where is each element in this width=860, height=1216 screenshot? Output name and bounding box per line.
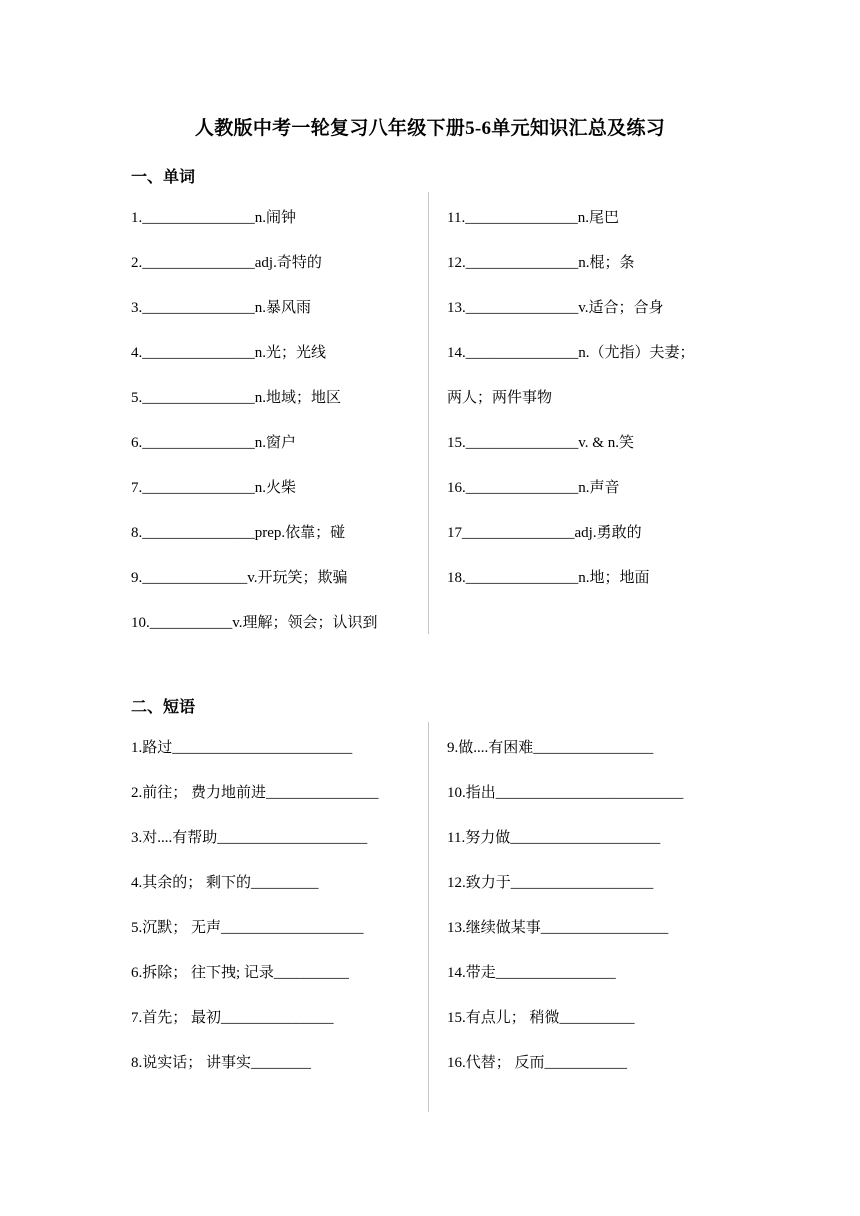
phrase-item: 11.努力做____________________ <box>447 830 661 846</box>
phrase-item: 6.拆除； 往下拽; 记录__________ <box>131 965 349 981</box>
word-item: 9.______________v.开玩笑；欺骗 <box>131 570 348 586</box>
word-item: 2._______________adj.奇特的 <box>131 255 322 271</box>
word-item: 17_______________adj.勇敢的 <box>447 525 642 541</box>
word-item: 16._______________n.声音 <box>447 480 620 496</box>
document-title: 人教版中考一轮复习八年级下册5-6单元知识汇总及练习 <box>194 118 666 139</box>
column-divider <box>428 192 429 634</box>
word-item: 10.___________v.理解；领会；认识到 <box>131 615 378 631</box>
word-item: 15._______________v. & n.笑 <box>447 435 634 451</box>
phrase-item: 1.路过________________________ <box>131 740 353 756</box>
column-divider <box>428 722 429 1112</box>
word-item: 1._______________n.闹钟 <box>131 210 297 226</box>
word-item-continuation: 两人；两件事物 <box>447 390 553 406</box>
phrase-item: 8.说实话； 讲事实________ <box>131 1055 312 1071</box>
phrase-item: 5.沉默； 无声___________________ <box>131 920 364 936</box>
phrase-item: 13.继续做某事_________________ <box>447 920 669 936</box>
word-item: 13._______________v.适合；合身 <box>447 300 664 316</box>
word-item: 12._______________n.棍；条 <box>447 255 635 271</box>
phrase-item: 14.带走________________ <box>447 965 616 981</box>
word-item: 5._______________n.地域；地区 <box>131 390 342 406</box>
word-item: 6._______________n.窗户 <box>131 435 297 451</box>
word-item: 8._______________prep.依靠；碰 <box>131 525 346 541</box>
phrase-item: 10.指出_________________________ <box>447 785 684 801</box>
word-item: 4._______________n.光；光线 <box>131 345 327 361</box>
phrase-item: 7.首先； 最初_______________ <box>131 1010 334 1026</box>
phrase-item: 2.前往； 费力地前进_______________ <box>131 785 379 801</box>
phrase-item: 3.对....有帮助____________________ <box>131 830 368 846</box>
phrase-item: 9.做....有困难________________ <box>447 740 654 756</box>
phrase-item: 16.代替； 反而___________ <box>447 1055 628 1071</box>
word-item: 3._______________n.暴风雨 <box>131 300 312 316</box>
word-item: 14._______________n.（尤指）夫妻； <box>447 345 695 361</box>
phrase-item: 4.其余的； 剩下的_________ <box>131 875 319 891</box>
phrase-item: 15.有点儿； 稍微__________ <box>447 1010 635 1026</box>
word-item: 18._______________n.地；地面 <box>447 570 650 586</box>
word-item: 11._______________n.尾巴 <box>447 210 619 226</box>
phrase-item: 12.致力于___________________ <box>447 875 654 891</box>
section-heading-phrases: 二、短语 <box>131 699 196 716</box>
section-heading-words: 一、单词 <box>131 169 196 186</box>
word-item: 7._______________n.火柴 <box>131 480 297 496</box>
